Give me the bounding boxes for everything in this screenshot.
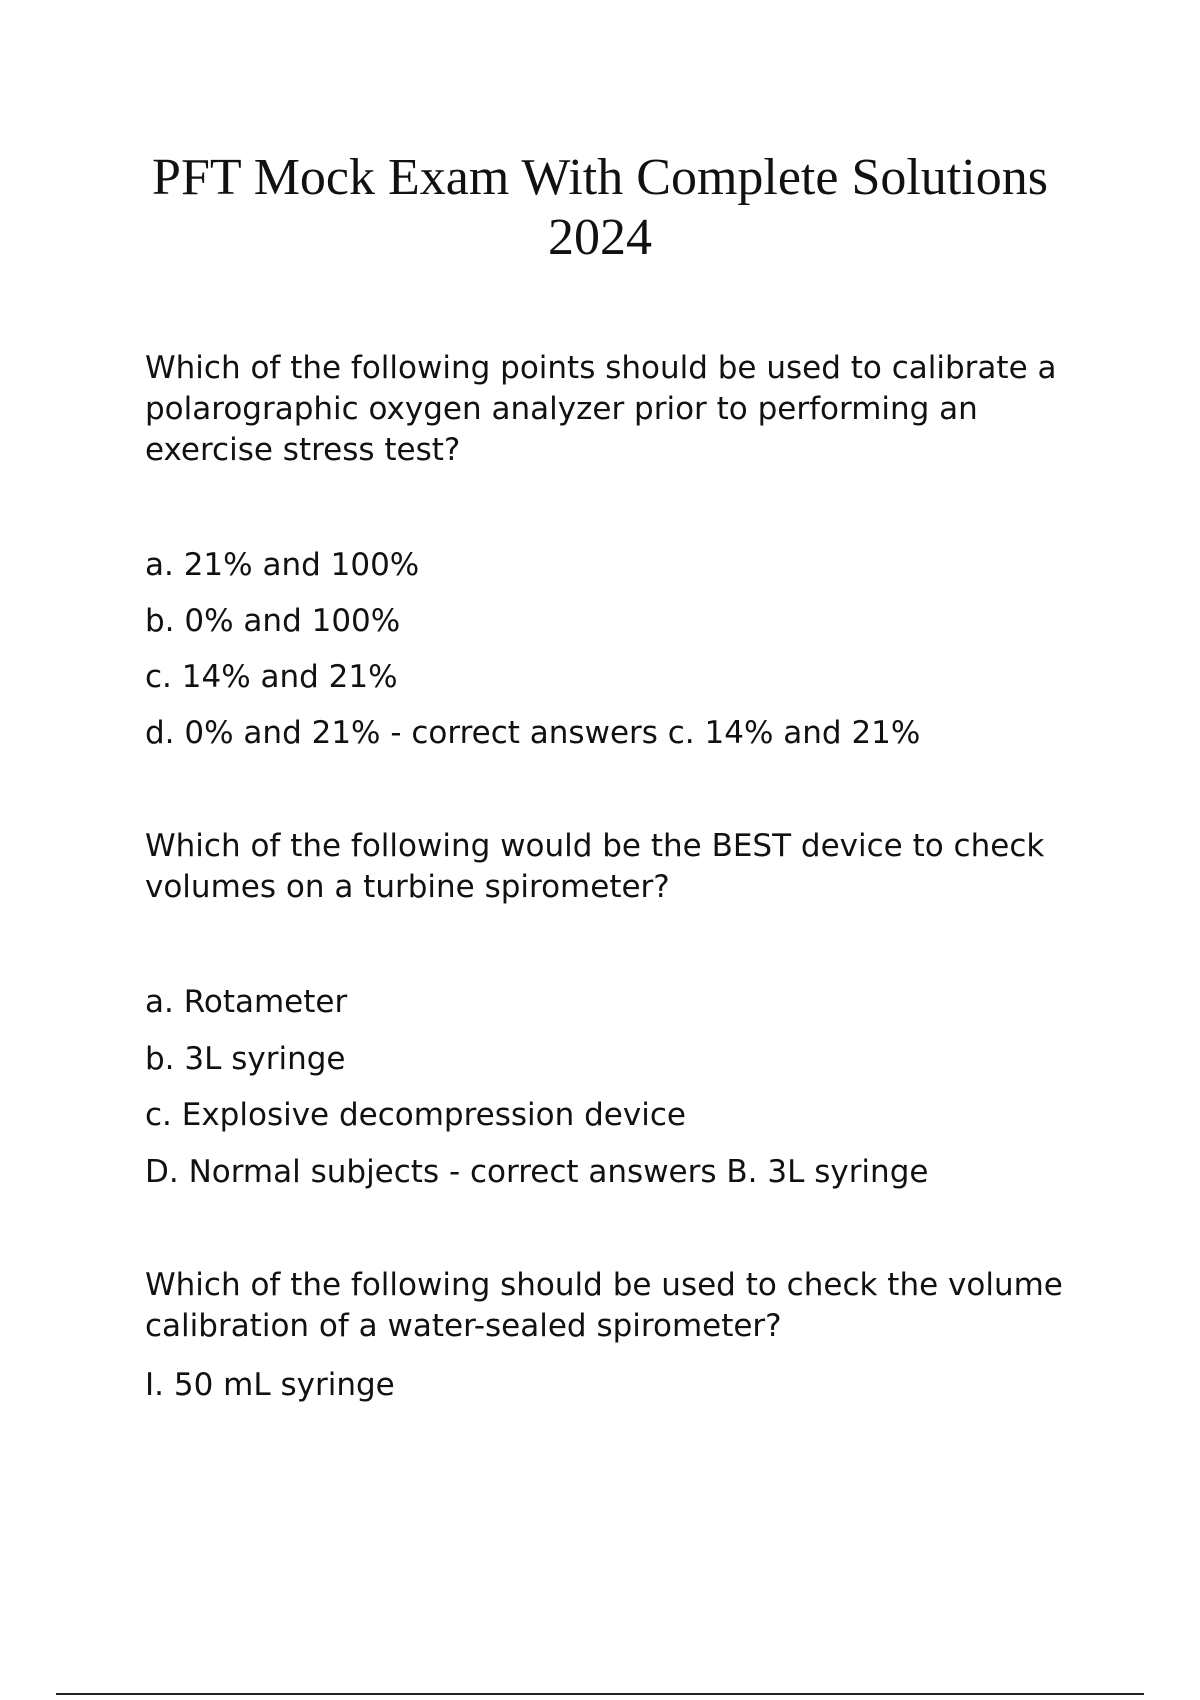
question-1-option-c: c. 14% and 21%	[145, 659, 398, 695]
question-2-text: Which of the following would be the BEST device to check volumes on a turbine spirometer?	[145, 828, 1045, 905]
document-title: PFT Mock Exam With Complete Solutions 2024	[152, 149, 1048, 266]
question-1-text: Which of the following points should be used to calibrate a polarographic oxygen analyzer prior to performing an exercise stress test?	[145, 350, 1057, 468]
question-2-option-c: c. Explosive decompression device	[145, 1097, 686, 1133]
footer-divider	[56, 1693, 1144, 1695]
question-1-option-d-answer: d. 0% and 21% - correct answers c. 14% and 21%	[145, 715, 921, 751]
question-2-option-a: a. Rotameter	[145, 984, 348, 1020]
question-2-option-b: b. 3L syringe	[145, 1041, 346, 1077]
question-1-option-b: b. 0% and 100%	[145, 603, 401, 639]
question-3-text: Which of the following should be used to check the volume calibration of a water-sealed spirometer?	[145, 1267, 1063, 1344]
question-2-option-d-answer: D. Normal subjects - correct answers B. 3L syringe	[145, 1154, 929, 1190]
question-1-option-a: a. 21% and 100%	[145, 547, 420, 583]
question-3-option-i: I. 50 mL syringe	[145, 1367, 395, 1403]
